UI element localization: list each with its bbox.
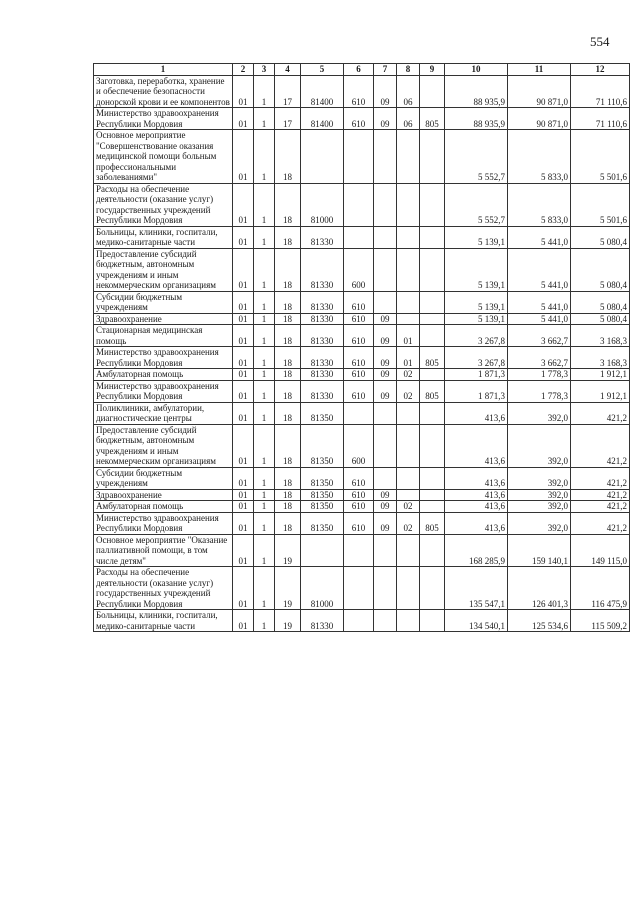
code-cell: 600 <box>344 424 374 467</box>
amount-cell: 168 285,9 <box>445 534 508 567</box>
code-cell: 01 <box>233 108 254 130</box>
code-cell: 01 <box>233 313 254 325</box>
table-row <box>94 402 630 424</box>
code-cell: 81400 <box>301 108 344 130</box>
code-cell: 17 <box>275 75 301 108</box>
code-cell <box>374 291 397 313</box>
code-cell: 81330 <box>301 369 344 381</box>
row-label: Заготовка, переработка, хранение и обеспечение безопасности донорской крови и ее компонентов <box>94 75 233 108</box>
code-cell: 06 <box>397 75 420 108</box>
table-header-row <box>94 64 630 76</box>
amount-cell: 5 833,0 <box>508 183 571 226</box>
amount-cell: 149 115,0 <box>571 534 630 567</box>
code-cell: 01 <box>233 130 254 184</box>
code-cell: 1 <box>254 610 275 632</box>
code-cell: 02 <box>397 501 420 513</box>
code-cell <box>420 424 445 467</box>
amount-cell: 90 871,0 <box>508 75 571 108</box>
code-cell: 1 <box>254 183 275 226</box>
code-cell: 09 <box>374 501 397 513</box>
code-cell: 01 <box>233 567 254 610</box>
code-cell: 01 <box>397 347 420 369</box>
amount-cell: 3 267,8 <box>445 347 508 369</box>
amount-cell: 116 475,9 <box>571 567 630 610</box>
code-cell: 1 <box>254 534 275 567</box>
code-cell <box>420 501 445 513</box>
amount-cell: 1 778,3 <box>508 369 571 381</box>
amount-cell: 413,6 <box>445 402 508 424</box>
code-cell: 18 <box>275 325 301 347</box>
code-cell: 1 <box>254 248 275 291</box>
code-cell <box>397 183 420 226</box>
amount-cell: 71 110,6 <box>571 75 630 108</box>
amount-cell: 3 267,8 <box>445 325 508 347</box>
amount-cell: 5 139,1 <box>445 226 508 248</box>
column-header: 3 <box>254 64 275 76</box>
table-row <box>94 313 630 325</box>
code-cell: 81350 <box>301 501 344 513</box>
code-cell: 1 <box>254 380 275 402</box>
code-cell <box>420 248 445 291</box>
code-cell <box>344 402 374 424</box>
code-cell: 1 <box>254 325 275 347</box>
code-cell <box>420 489 445 501</box>
code-cell: 610 <box>344 489 374 501</box>
table-row <box>94 610 630 632</box>
code-cell <box>420 226 445 248</box>
code-cell: 81330 <box>301 248 344 291</box>
row-label: Больницы, клиники, госпитали, медико-санитарные части <box>94 226 233 248</box>
row-label: Стационарная медицинская помощь <box>94 325 233 347</box>
code-cell: 18 <box>275 248 301 291</box>
code-cell: 01 <box>233 183 254 226</box>
amount-cell: 3 168,3 <box>571 325 630 347</box>
code-cell: 09 <box>374 369 397 381</box>
code-cell: 610 <box>344 313 374 325</box>
row-label: Поликлиники, амбулатории, диагностические центры <box>94 402 233 424</box>
column-header: 2 <box>233 64 254 76</box>
code-cell: 18 <box>275 424 301 467</box>
code-cell: 01 <box>233 75 254 108</box>
code-cell: 1 <box>254 108 275 130</box>
code-cell: 01 <box>233 402 254 424</box>
code-cell: 09 <box>374 489 397 501</box>
amount-cell: 413,6 <box>445 424 508 467</box>
table-row <box>94 534 630 567</box>
code-cell <box>397 424 420 467</box>
amount-cell: 1 912,1 <box>571 380 630 402</box>
code-cell: 17 <box>275 108 301 130</box>
code-cell <box>420 291 445 313</box>
row-label: Расходы на обеспечение деятельности (оказание услуг) государственных учреждений Республики Мордовия <box>94 567 233 610</box>
code-cell: 805 <box>420 380 445 402</box>
code-cell: 02 <box>397 380 420 402</box>
code-cell <box>397 489 420 501</box>
table-row <box>94 325 630 347</box>
code-cell <box>344 567 374 610</box>
amount-cell: 421,2 <box>571 402 630 424</box>
code-cell <box>420 402 445 424</box>
amount-cell: 135 547,1 <box>445 567 508 610</box>
code-cell: 09 <box>374 108 397 130</box>
code-cell: 1 <box>254 313 275 325</box>
amount-cell: 1 871,3 <box>445 369 508 381</box>
code-cell <box>301 130 344 184</box>
table-row <box>94 75 630 108</box>
amount-cell: 3 662,7 <box>508 325 571 347</box>
code-cell <box>397 467 420 489</box>
code-cell: 01 <box>233 347 254 369</box>
code-cell <box>420 313 445 325</box>
code-cell <box>301 534 344 567</box>
amount-cell: 5 080,4 <box>571 226 630 248</box>
code-cell <box>374 402 397 424</box>
code-cell: 01 <box>233 489 254 501</box>
amount-cell: 421,2 <box>571 424 630 467</box>
amount-cell: 421,2 <box>571 467 630 489</box>
code-cell: 02 <box>397 369 420 381</box>
code-cell: 19 <box>275 567 301 610</box>
amount-cell: 392,0 <box>508 512 571 534</box>
code-cell: 610 <box>344 467 374 489</box>
code-cell <box>374 467 397 489</box>
code-cell: 600 <box>344 248 374 291</box>
code-cell: 805 <box>420 347 445 369</box>
amount-cell: 1 912,1 <box>571 369 630 381</box>
code-cell: 18 <box>275 489 301 501</box>
code-cell: 09 <box>374 512 397 534</box>
amount-cell: 413,6 <box>445 489 508 501</box>
code-cell <box>374 183 397 226</box>
amount-cell: 5 552,7 <box>445 130 508 184</box>
code-cell: 01 <box>397 325 420 347</box>
column-header: 9 <box>420 64 445 76</box>
code-cell: 01 <box>233 226 254 248</box>
code-cell: 18 <box>275 313 301 325</box>
code-cell: 02 <box>397 512 420 534</box>
column-header: 11 <box>508 64 571 76</box>
row-label: Основное мероприятие "Совершенствование оказания медицинской помощи больным профессиональными заболеваниями" <box>94 130 233 184</box>
amount-cell: 413,6 <box>445 512 508 534</box>
row-label: Расходы на обеспечение деятельности (оказание услуг) государственных учреждений Республики Мордовия <box>94 183 233 226</box>
amount-cell: 5 080,4 <box>571 248 630 291</box>
code-cell: 1 <box>254 512 275 534</box>
table-row <box>94 380 630 402</box>
code-cell <box>420 325 445 347</box>
code-cell: 18 <box>275 501 301 513</box>
code-cell: 81350 <box>301 489 344 501</box>
amount-cell: 392,0 <box>508 489 571 501</box>
row-label: Основное мероприятие "Оказание паллиативной помощи, в том числе детям" <box>94 534 233 567</box>
amount-cell: 1 778,3 <box>508 380 571 402</box>
amount-cell: 5 501,6 <box>571 183 630 226</box>
table-row <box>94 183 630 226</box>
code-cell <box>420 534 445 567</box>
amount-cell: 392,0 <box>508 402 571 424</box>
amount-cell: 5 139,1 <box>445 248 508 291</box>
code-cell: 1 <box>254 402 275 424</box>
column-header: 7 <box>374 64 397 76</box>
page-number: 554 <box>590 34 610 49</box>
code-cell: 610 <box>344 291 374 313</box>
budget-table <box>93 63 630 632</box>
code-cell: 18 <box>275 183 301 226</box>
code-cell: 610 <box>344 75 374 108</box>
code-cell <box>420 567 445 610</box>
row-label: Здравоохранение <box>94 313 233 325</box>
code-cell: 81350 <box>301 402 344 424</box>
column-header: 12 <box>571 64 630 76</box>
amount-cell: 88 935,9 <box>445 75 508 108</box>
table-row <box>94 108 630 130</box>
code-cell <box>397 313 420 325</box>
code-cell: 01 <box>233 291 254 313</box>
table-row <box>94 226 630 248</box>
table-row <box>94 291 630 313</box>
code-cell: 610 <box>344 108 374 130</box>
code-cell: 81400 <box>301 75 344 108</box>
row-label: Субсидии бюджетным учреждениям <box>94 291 233 313</box>
code-cell: 81330 <box>301 347 344 369</box>
amount-cell: 90 871,0 <box>508 108 571 130</box>
code-cell <box>420 369 445 381</box>
code-cell: 09 <box>374 380 397 402</box>
code-cell <box>420 75 445 108</box>
amount-cell: 5 441,0 <box>508 313 571 325</box>
code-cell <box>374 567 397 610</box>
code-cell: 1 <box>254 489 275 501</box>
code-cell <box>397 534 420 567</box>
amount-cell: 3 662,7 <box>508 347 571 369</box>
amount-cell: 159 140,1 <box>508 534 571 567</box>
code-cell: 81330 <box>301 610 344 632</box>
amount-cell: 392,0 <box>508 501 571 513</box>
code-cell: 610 <box>344 347 374 369</box>
code-cell: 19 <box>275 534 301 567</box>
code-cell <box>344 610 374 632</box>
amount-cell: 5 441,0 <box>508 226 571 248</box>
row-label: Субсидии бюджетным учреждениям <box>94 467 233 489</box>
row-label: Министерство здравоохранения Республики Мордовия <box>94 380 233 402</box>
code-cell: 81330 <box>301 313 344 325</box>
amount-cell: 5 501,6 <box>571 130 630 184</box>
code-cell: 1 <box>254 567 275 610</box>
row-label: Министерство здравоохранения Республики Мордовия <box>94 512 233 534</box>
code-cell <box>420 130 445 184</box>
code-cell: 1 <box>254 226 275 248</box>
row-label: Больницы, клиники, госпитали, медико-санитарные части <box>94 610 233 632</box>
code-cell: 805 <box>420 512 445 534</box>
code-cell <box>420 467 445 489</box>
row-label: Амбулаторная помощь <box>94 501 233 513</box>
code-cell: 18 <box>275 369 301 381</box>
table-row <box>94 567 630 610</box>
column-header: 6 <box>344 64 374 76</box>
row-label: Здравоохранение <box>94 489 233 501</box>
code-cell: 01 <box>233 325 254 347</box>
amount-cell: 126 401,3 <box>508 567 571 610</box>
row-label: Министерство здравоохранения Республики Мордовия <box>94 347 233 369</box>
amount-cell: 5 833,0 <box>508 130 571 184</box>
code-cell: 18 <box>275 130 301 184</box>
code-cell: 09 <box>374 347 397 369</box>
code-cell: 09 <box>374 313 397 325</box>
code-cell: 805 <box>420 108 445 130</box>
code-cell <box>397 130 420 184</box>
amount-cell: 392,0 <box>508 424 571 467</box>
code-cell: 81330 <box>301 226 344 248</box>
code-cell: 01 <box>233 369 254 381</box>
row-label: Предоставление субсидий бюджетным, автономным учреждениям и иным некоммерческим организациям <box>94 248 233 291</box>
amount-cell: 71 110,6 <box>571 108 630 130</box>
code-cell <box>397 567 420 610</box>
column-header: 10 <box>445 64 508 76</box>
code-cell: 81330 <box>301 325 344 347</box>
code-cell: 18 <box>275 512 301 534</box>
code-cell <box>397 291 420 313</box>
code-cell: 18 <box>275 402 301 424</box>
code-cell: 01 <box>233 534 254 567</box>
code-cell: 1 <box>254 130 275 184</box>
amount-cell: 421,2 <box>571 512 630 534</box>
code-cell: 1 <box>254 424 275 467</box>
amount-cell: 125 534,6 <box>508 610 571 632</box>
column-header: 8 <box>397 64 420 76</box>
code-cell <box>397 610 420 632</box>
code-cell: 610 <box>344 380 374 402</box>
amount-cell: 421,2 <box>571 489 630 501</box>
amount-cell: 5 441,0 <box>508 248 571 291</box>
code-cell: 01 <box>233 380 254 402</box>
amount-cell: 5 080,4 <box>571 313 630 325</box>
code-cell: 1 <box>254 467 275 489</box>
code-cell: 610 <box>344 325 374 347</box>
amount-cell: 1 871,3 <box>445 380 508 402</box>
amount-cell: 5 080,4 <box>571 291 630 313</box>
code-cell: 18 <box>275 347 301 369</box>
code-cell: 81330 <box>301 380 344 402</box>
code-cell: 09 <box>374 325 397 347</box>
table-row <box>94 130 630 184</box>
table-row <box>94 369 630 381</box>
table-row <box>94 347 630 369</box>
table-row <box>94 467 630 489</box>
code-cell: 610 <box>344 369 374 381</box>
code-cell: 01 <box>233 424 254 467</box>
code-cell: 09 <box>374 75 397 108</box>
amount-cell: 5 139,1 <box>445 313 508 325</box>
code-cell: 01 <box>233 248 254 291</box>
row-label: Амбулаторная помощь <box>94 369 233 381</box>
table-row <box>94 501 630 513</box>
code-cell: 01 <box>233 467 254 489</box>
code-cell: 81350 <box>301 512 344 534</box>
code-cell: 01 <box>233 610 254 632</box>
amount-cell: 115 509,2 <box>571 610 630 632</box>
code-cell: 19 <box>275 610 301 632</box>
code-cell: 06 <box>397 108 420 130</box>
code-cell <box>344 130 374 184</box>
code-cell <box>344 534 374 567</box>
code-cell: 18 <box>275 291 301 313</box>
amount-cell: 413,6 <box>445 501 508 513</box>
code-cell: 1 <box>254 369 275 381</box>
code-cell: 01 <box>233 512 254 534</box>
row-label: Предоставление субсидий бюджетным, автономным учреждениям и иным некоммерческим организациям <box>94 424 233 467</box>
code-cell: 18 <box>275 467 301 489</box>
code-cell: 610 <box>344 512 374 534</box>
code-cell <box>344 183 374 226</box>
code-cell <box>344 226 374 248</box>
amount-cell: 421,2 <box>571 501 630 513</box>
code-cell <box>374 130 397 184</box>
code-cell <box>374 534 397 567</box>
code-cell <box>374 226 397 248</box>
table-row <box>94 489 630 501</box>
code-cell <box>420 610 445 632</box>
code-cell: 81350 <box>301 424 344 467</box>
amount-cell: 5 139,1 <box>445 291 508 313</box>
amount-cell: 413,6 <box>445 467 508 489</box>
amount-cell: 5 552,7 <box>445 183 508 226</box>
code-cell: 18 <box>275 380 301 402</box>
code-cell: 1 <box>254 75 275 108</box>
amount-cell: 88 935,9 <box>445 108 508 130</box>
code-cell: 18 <box>275 226 301 248</box>
code-cell <box>397 226 420 248</box>
code-cell: 81000 <box>301 183 344 226</box>
code-cell: 1 <box>254 291 275 313</box>
code-cell: 610 <box>344 501 374 513</box>
code-cell <box>374 248 397 291</box>
code-cell: 01 <box>233 501 254 513</box>
amount-cell: 3 168,3 <box>571 347 630 369</box>
code-cell <box>397 248 420 291</box>
table-row <box>94 424 630 467</box>
table-row <box>94 248 630 291</box>
table-row <box>94 512 630 534</box>
code-cell: 1 <box>254 347 275 369</box>
amount-cell: 134 540,1 <box>445 610 508 632</box>
amount-cell: 5 441,0 <box>508 291 571 313</box>
code-cell: 1 <box>254 501 275 513</box>
code-cell <box>374 610 397 632</box>
column-header: 1 <box>94 64 233 76</box>
column-header: 5 <box>301 64 344 76</box>
code-cell <box>420 183 445 226</box>
row-label: Министерство здравоохранения Республики Мордовия <box>94 108 233 130</box>
code-cell <box>374 424 397 467</box>
code-cell: 81330 <box>301 291 344 313</box>
code-cell <box>397 402 420 424</box>
column-header: 4 <box>275 64 301 76</box>
code-cell: 81000 <box>301 567 344 610</box>
amount-cell: 392,0 <box>508 467 571 489</box>
code-cell: 81350 <box>301 467 344 489</box>
